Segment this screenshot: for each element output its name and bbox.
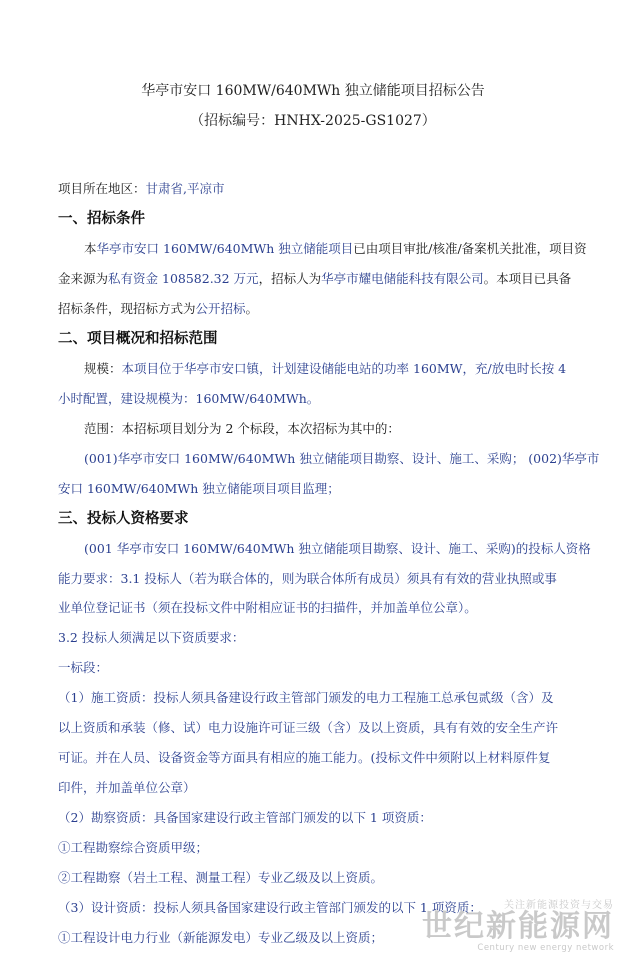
paragraph-line: 3.2 投标人须满足以下资质要求： — [58, 630, 245, 645]
section-heading-bid-conditions: 一、招标条件 — [58, 211, 145, 227]
paragraph-line: 范围：本招标项目划分为 2 个标段，本次招标为其中的： — [84, 421, 400, 436]
location-label: 项目所在地区： — [58, 181, 146, 196]
paragraph-line: (001 华亭市安口 160MW/640MWh 独立储能项目勘察、设计、施工、采购)的投标人资格 — [84, 541, 591, 556]
section-heading-qualifications: 三、投标人资格要求 — [58, 511, 189, 527]
watermark-logo-text: 世纪新能源网 — [422, 909, 614, 944]
paragraph-line: 可证。并在人员、设备资金等方面具有相应的施工能力。(投标文件中须附以上材料原件复 — [58, 750, 551, 765]
paragraph-line: 以上资质和承装（修、试）电力设施许可证三级（含）及以上资质，具有有效的安全生产许 — [58, 720, 559, 735]
location-value: 甘肃省,平凉市 — [145, 181, 225, 196]
paragraph-line: 能力要求：3.1 投标人（若为联合体的，则为联合体所有成员）须具有有效的营业执照或事 — [58, 571, 557, 586]
notice-title: 华亭市安口 160MW/640MWh 独立储能项目招标公告 — [141, 83, 485, 99]
lot-list: 安口 160MW/640MWh 独立储能项目项目监理； — [58, 481, 340, 496]
scale-description: 本项目位于华亭市安口镇，计划建设储能电站的功率 160MW，充/放电时长按 4 — [121, 361, 567, 376]
paragraph-line: 小时配置，建设规模为：160MW/640MWh。 — [58, 391, 320, 406]
tenderer-name: 华亭市耀电储能科技有限公司 — [321, 271, 484, 286]
section-heading-overview: 二、项目概况和招标范围 — [58, 331, 218, 347]
paragraph-line: 印件，并加盖单位公章） — [58, 780, 196, 795]
paragraph-line: ②工程勘察（岩土工程、测量工程）专业乙级及以上资质。 — [58, 870, 384, 885]
fund-source: 私有资金 108582.32 万元 — [108, 271, 259, 286]
watermark-english: Century new energy network — [477, 943, 614, 953]
site-watermark — [384, 896, 614, 956]
project-name: 华亭市安口 160MW/640MWh 独立储能项目 — [96, 241, 354, 256]
bid-number: （招标编号：HNHX-2025-GS1027） — [190, 113, 436, 129]
paragraph-line: （2）勘察资质：具备国家建设行政主管部门颁发的以下 1 项资质： — [58, 810, 432, 825]
paragraph-line: （3）设计资质：投标人须具备国家建设行政主管部门颁发的以下 1 项资质： — [58, 900, 482, 915]
paragraph-line: 本华亭市安口 160MW/640MWh 独立储能项目已由项目审批/核准/备案机关批准，项目资 — [84, 241, 587, 256]
bid-method: 公开招标 — [195, 301, 246, 316]
paragraph-line: 一标段： — [58, 660, 109, 675]
watermark-tagline: 关注新能源投资与交易 — [504, 900, 614, 911]
paragraph-line: ①工程勘察综合资质甲级； — [58, 840, 209, 855]
project-location — [58, 181, 588, 197]
lot-list: (001)华亭市安口 160MW/640MWh 独立储能项目勘察、设计、施工、采购； (002)华亭市 — [84, 451, 600, 466]
paragraph-line: 业单位登记证书（须在投标文件中附相应证书的扫描件，并加盖单位公章）。 — [58, 600, 477, 615]
paragraph-line: 招标条件，现招标方式为公开招标。 — [58, 301, 259, 316]
paragraph-line: 规模：本项目位于华亭市安口镇，计划建设储能电站的功率 160MW，充/放电时长按 4 — [84, 361, 567, 376]
paragraph-line: （1）施工资质：投标人须具备建设行政主管部门颁发的电力工程施工总承包贰级（含）及 — [58, 690, 554, 705]
paragraph-line: 金来源为私有资金 108582.32 万元，招标人为华亭市耀电储能科技有限公司。本项目已具备 — [58, 271, 572, 286]
paragraph-line: ①工程设计电力行业（新能源发电）专业乙级及以上资质； — [58, 930, 384, 945]
